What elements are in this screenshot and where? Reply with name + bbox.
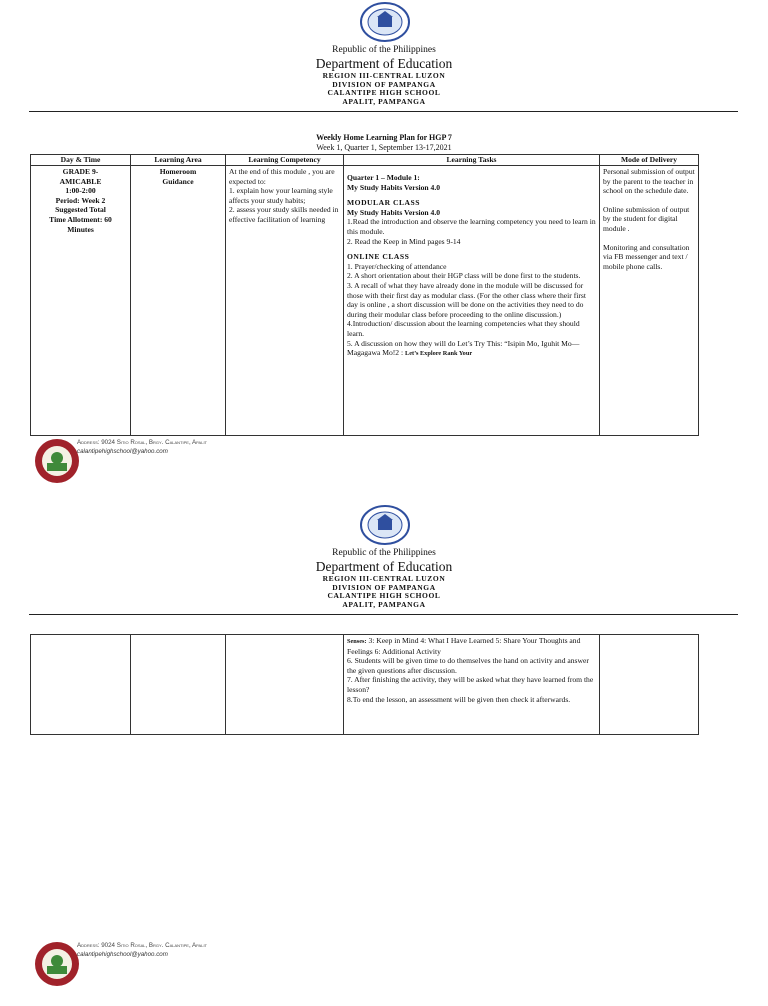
school-logo-icon bbox=[33, 940, 81, 988]
learning-plan-table-continued bbox=[30, 634, 699, 735]
delivery-line: Personal submission of output by the parent to the teacher in school on the schedule date. bbox=[603, 167, 695, 196]
competency-line: 1. explain how your learning style affects your study habits; bbox=[229, 186, 333, 205]
day-time-line: 1:00-2:00 bbox=[65, 186, 96, 196]
page-footer bbox=[33, 437, 333, 491]
col-header: Mode of Delivery bbox=[600, 155, 699, 166]
day-time-cell bbox=[31, 635, 131, 735]
table-row bbox=[31, 166, 699, 436]
senses-text: 3: Keep in Mind 4: What I Have Learned 5: Share Your Thoughts and Feelings 6: Additional Activity bbox=[347, 636, 581, 656]
col-header: Learning Tasks bbox=[344, 155, 600, 166]
plan-title-block bbox=[0, 133, 768, 153]
delivery-line: Online submission of output by the student for digital module . bbox=[603, 204, 690, 233]
task-item: 6. Students will be given time to do themselves the hand on activity and answer the given questions after discussion. bbox=[347, 656, 589, 675]
day-time-line: AMICABLE bbox=[59, 176, 102, 186]
table-row bbox=[31, 635, 699, 735]
task-item: 1.Read the introduction and observe the learning competency you need to learn in this module. bbox=[347, 217, 596, 236]
deped-seal-icon bbox=[359, 2, 411, 42]
task-item: 2. Read the Keep in Mind pages 9-14 bbox=[347, 236, 461, 246]
task-item: 8.To end the lesson, an assessment will be given then check it afterwards. bbox=[347, 694, 571, 704]
division-text: DIVISION OF PAMPANGA bbox=[332, 582, 436, 592]
letterhead bbox=[0, 45, 768, 106]
task-item: 3. A recall of what they have already done in the module will be discussed for those with their first day as modular class. (For the other class where their first day is online , a short discussion will be done on the activities they need to do during their modular class before proceeding to the online discussion.) bbox=[347, 280, 586, 319]
learning-tasks-cell bbox=[344, 635, 600, 735]
day-time-line: Period: Week 2 bbox=[55, 195, 106, 205]
task-item-5-small: Let’s Explore Rank Your bbox=[405, 350, 473, 358]
competency-line: At the end of this module , you are expected to: bbox=[229, 167, 335, 186]
modular-heading: MODULAR CLASS bbox=[347, 198, 420, 208]
learning-area-line: Guidance bbox=[162, 176, 194, 186]
task-item: 2. A short orientation about their HGP class will be done first to the students. bbox=[347, 271, 581, 281]
republic-text: Republic of the Philippines bbox=[332, 45, 436, 55]
delivery-cell bbox=[600, 635, 699, 735]
header-rule bbox=[29, 111, 738, 112]
senses-label: Senses: bbox=[347, 638, 367, 645]
letterhead bbox=[0, 548, 768, 609]
competency-line: 2. assess your study skills needed in effective facilitation of learning bbox=[229, 205, 339, 224]
day-time-line: GRADE 9- bbox=[62, 167, 99, 176]
online-heading: ONLINE CLASS bbox=[347, 252, 410, 262]
learning-area-cell bbox=[131, 635, 226, 735]
school-logo-icon bbox=[33, 437, 81, 485]
task-item bbox=[347, 636, 596, 656]
col-header: Learning Area bbox=[131, 155, 226, 166]
task-item bbox=[347, 339, 596, 359]
region-text: REGION III-CENTRAL LUZON bbox=[322, 574, 446, 583]
header-rule bbox=[29, 614, 738, 615]
location-text: APALIT, PAMPANGA bbox=[342, 96, 426, 106]
competency-cell bbox=[226, 166, 344, 436]
col-header: Learning Competency bbox=[226, 155, 344, 166]
page-footer bbox=[33, 940, 333, 994]
modular-title: My Study Habits Version 4.0 bbox=[347, 207, 441, 217]
footer-email: calantipehighschool@yahoo.com bbox=[77, 448, 168, 455]
day-time-line: Time Allotment: 60 bbox=[49, 214, 112, 224]
learning-tasks-cell bbox=[344, 166, 600, 436]
footer-address: Address: 9024 Sitio Rosal, Brgy. Calantipe, Apalit bbox=[77, 942, 208, 949]
republic-text: Republic of the Philippines bbox=[332, 548, 436, 558]
task-item-5-text: 5. A discussion on how they will do Let’s Try This: “Isipin Mo, Iguhit Mo—Magagawa Mo!2 : bbox=[347, 338, 580, 358]
table-header-row bbox=[31, 155, 699, 166]
learning-area-line: Homeroom bbox=[159, 167, 197, 176]
department-text: Department of Education bbox=[315, 56, 453, 71]
plan-title: Weekly Home Learning Plan for HGP 7 bbox=[316, 133, 452, 142]
task-item: 4.Introduction/ discussion about the learning competencies what they should learn. bbox=[347, 319, 580, 338]
school-text: CALANTIPE HIGH SCHOOL bbox=[327, 88, 441, 98]
task-item: 7. After finishing the activity, they will be asked what they have learned from the lesson? bbox=[347, 675, 594, 694]
region-text: REGION III-CENTRAL LUZON bbox=[322, 71, 446, 80]
day-time-line: Suggested Total bbox=[55, 205, 106, 215]
task-item: 1. Prayer/checking of attendance bbox=[347, 261, 447, 271]
competency-cell bbox=[226, 635, 344, 735]
deped-seal-icon bbox=[359, 505, 411, 545]
day-time-line: Minutes bbox=[67, 224, 94, 234]
module-title: My Study Habits Version 4.0 bbox=[347, 182, 441, 192]
plan-subtitle: Week 1, Quarter 1, September 13-17,2021 bbox=[316, 143, 452, 152]
school-text: CALANTIPE HIGH SCHOOL bbox=[327, 591, 441, 601]
delivery-line: Monitoring and consultation via FB messenger and text / mobile phone calls. bbox=[603, 242, 690, 271]
quarter-label: Quarter 1 – Module 1: bbox=[347, 173, 420, 182]
department-text: Department of Education bbox=[315, 559, 453, 574]
footer-email: calantipehighschool@yahoo.com bbox=[77, 951, 168, 958]
division-text: DIVISION OF PAMPANGA bbox=[332, 79, 436, 89]
day-time-cell bbox=[31, 166, 131, 436]
location-text: APALIT, PAMPANGA bbox=[342, 599, 426, 609]
delivery-cell bbox=[600, 166, 699, 436]
footer-address: Address: 9024 Sitio Rosal, Brgy. Calantipe, Apalit bbox=[77, 439, 208, 446]
learning-area-cell bbox=[131, 166, 226, 436]
col-header: Day & Time bbox=[31, 155, 131, 166]
learning-plan-table bbox=[30, 154, 699, 436]
